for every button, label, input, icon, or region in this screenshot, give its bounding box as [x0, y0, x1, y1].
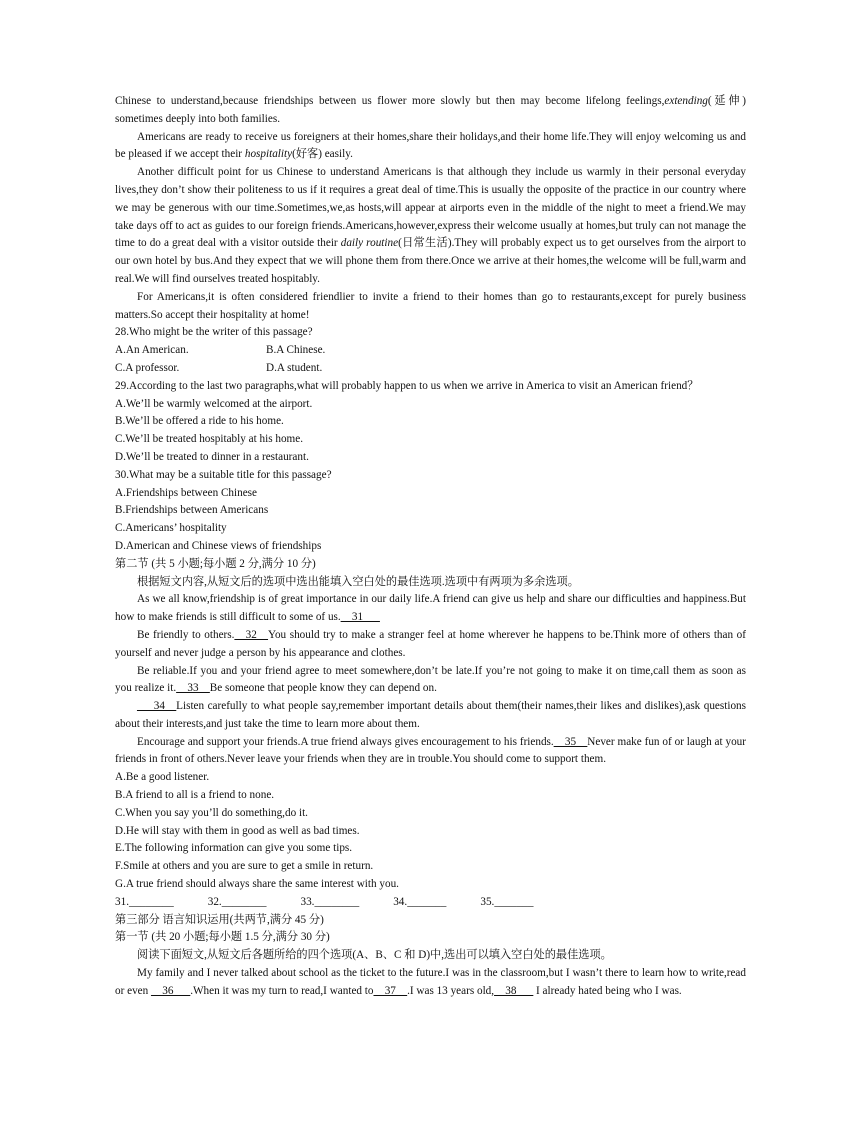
- section2-instruction: 根据短文内容,从短文后的选项中选出能填入空白处的最佳选项.选项中有两项为多余选项。: [137, 575, 579, 588]
- answer-32-field[interactable]: 32.________: [207, 895, 267, 908]
- question-29-stem: 29.According to the last two paragraphs,what will probably happen to us when we arrive in America to visit an American friend？: [115, 379, 699, 392]
- option[interactable]: E.The following information can give you some tips.: [115, 842, 353, 855]
- blank-35[interactable]: __35__: [553, 735, 588, 748]
- question-28-stem: 28.Who might be the writer of this passage?: [115, 326, 313, 339]
- answer-31-field[interactable]: 31.________: [115, 895, 174, 908]
- answer-33-field[interactable]: 33.________: [300, 895, 360, 908]
- passage1-paragraph-2: Another difficult point for us Chinese to understand Americans is that although they include us warmly in their personal everyday lives,they don’t show their politeness to us if it requires a great deal of time.This is usually the opposite of the practice in our country where we may be generous with our time.Sometimes,we,as hosts,will appear at airports even in the middle of the night to meet a friend.We may take days off to act as guides to our foreign friends.Americans,however,express their welcome usually at homes,but truly can not manage the time to do a great deal with a visitor outside their daily routine(日常生活).They will probably expect us to get ourselves from the airport to our own hotel by bus.And they expect that we will phone them from there.Once we arrive at their homes,the welcome will be full,warm and real.We will find ourselves treated hospitably.: [115, 166, 747, 285]
- section2-paragraph-2: Be friendly to others.__32__You should try to make a stranger feel at home wherever he happens to be.Think more of others than of yourself and never judge a person by his appearance and clothes.: [115, 628, 746, 659]
- option[interactable]: G.A true friend should always share the same interest with you.: [115, 878, 399, 891]
- answer-34-field[interactable]: 34._______: [393, 895, 447, 908]
- option[interactable]: D.American and Chinese views of friendships: [115, 539, 322, 552]
- passage1-paragraph-1: Americans are ready to receive us foreigners at their homes,share their holidays,and their home life.They will enjoy welcoming us and be pleased if we accept their hospitality(好客) easily.: [115, 130, 746, 161]
- option[interactable]: D.We’ll be treated to dinner in a restaurant.: [115, 450, 309, 463]
- section2-heading: 第二节 (共 5 小题;每小题 2 分,满分 10 分): [115, 557, 316, 570]
- section2-paragraph-5: Encourage and support your friends.A true friend always gives encouragement to his friends.__35__Never make fun of or laugh at your friends in front of others.Never leave your friends when they are in trouble.You should come to support them.: [115, 735, 747, 766]
- option[interactable]: C.We’ll be treated hospitably at his home.: [115, 433, 303, 446]
- blank-38[interactable]: __38___: [494, 984, 534, 997]
- option[interactable]: C.When you say you’ll do something,do it.: [115, 806, 308, 819]
- part3-section1-heading: 第一节 (共 20 小题;每小题 1.5 分,满分 30 分): [115, 931, 330, 944]
- option[interactable]: F.Smile at others and you are sure to get a smile in return.: [115, 860, 374, 873]
- blank-33[interactable]: __33__: [176, 682, 210, 695]
- option[interactable]: A.Friendships between Chinese: [115, 486, 257, 499]
- blank-34[interactable]: ___34__: [137, 700, 177, 713]
- part3-paragraph-1: My family and I never talked about school as the ticket to the future.I was in the classroom,but I wasn’t there to learn how to write,read or even __36___.When it was my turn to read,I wanted to__37__.I was 13 years old,__38___ I already hated being who I was.: [115, 967, 746, 997]
- question-28-options-row-1: [115, 342, 746, 360]
- blank-36[interactable]: __36___: [151, 984, 191, 997]
- question-30-stem: 30.What may be a suitable title for this passage?: [115, 468, 332, 481]
- blank-31[interactable]: __31___: [340, 611, 380, 624]
- option[interactable]: B.Friendships between Americans: [115, 504, 269, 517]
- section2-paragraph-4: ___34__Listen carefully to what people say,remember important details about them(their names,their likes and dislikes),ask questions about their interests,and just take the time to learn more about them.: [115, 700, 746, 730]
- question-28-options-row-2: [115, 360, 746, 378]
- part3-instruction: 阅读下面短文,从短文后各题所给的四个选项(A、B、C 和 D)中,选出可以填入空白处的最佳选项。: [137, 949, 612, 962]
- hospitality-word: hospitality: [244, 148, 293, 161]
- blank-32[interactable]: __32__: [234, 628, 268, 641]
- document-page: [115, 93, 746, 1001]
- passage1-paragraph-3: For Americans,it is often considered friendlier to invite a friend to their homes than go to restaurants,except for purely business matters.So accept their hospitality at home!: [115, 290, 746, 321]
- extending-word: extending: [664, 95, 708, 107]
- option[interactable]: B.We’ll be offered a ride to his home.: [115, 415, 284, 428]
- option[interactable]: B.A friend to all is a friend to none.: [115, 789, 275, 802]
- option[interactable]: B.A Chinese.: [266, 344, 326, 357]
- answer-35-field[interactable]: 35._______: [480, 895, 534, 908]
- blank-37[interactable]: __37__: [373, 984, 408, 997]
- option[interactable]: C.Americans’ hospitality: [115, 522, 227, 535]
- section2-paragraph-3: Be reliable.If you and your friend agree to meet somewhere,don’t be late.If you’re not going to make it on time,call them as soon as you realize it.__33__Be someone that people know they can depend on.: [115, 664, 746, 695]
- option[interactable]: A.Be a good listener.: [115, 771, 210, 784]
- daily-routine-word: daily routine: [340, 237, 399, 250]
- option[interactable]: A.An American.: [115, 344, 189, 357]
- section2-paragraph-1: As we all know,friendship is of great importance in our daily life.A friend can give us help and share our difficulties and happiness.But how to make friends is still difficult to some of us.__31___: [115, 593, 746, 624]
- part3-heading: 第三部分 语言知识运用(共两节,满分 45 分): [115, 913, 324, 926]
- option[interactable]: D.He will stay with them in good as well as bad times.: [115, 824, 360, 837]
- option[interactable]: A.We’ll be warmly welcomed at the airport.: [115, 397, 313, 410]
- option[interactable]: D.A student.: [266, 361, 323, 374]
- option[interactable]: C.A professor.: [115, 361, 180, 374]
- answer-row: [115, 894, 746, 912]
- passage1-paragraph-0: Chinese to understand,because friendships between us flower more slowly but then may become lifelong feelings,extending(延伸) sometimes deeply into both families.: [115, 95, 746, 125]
